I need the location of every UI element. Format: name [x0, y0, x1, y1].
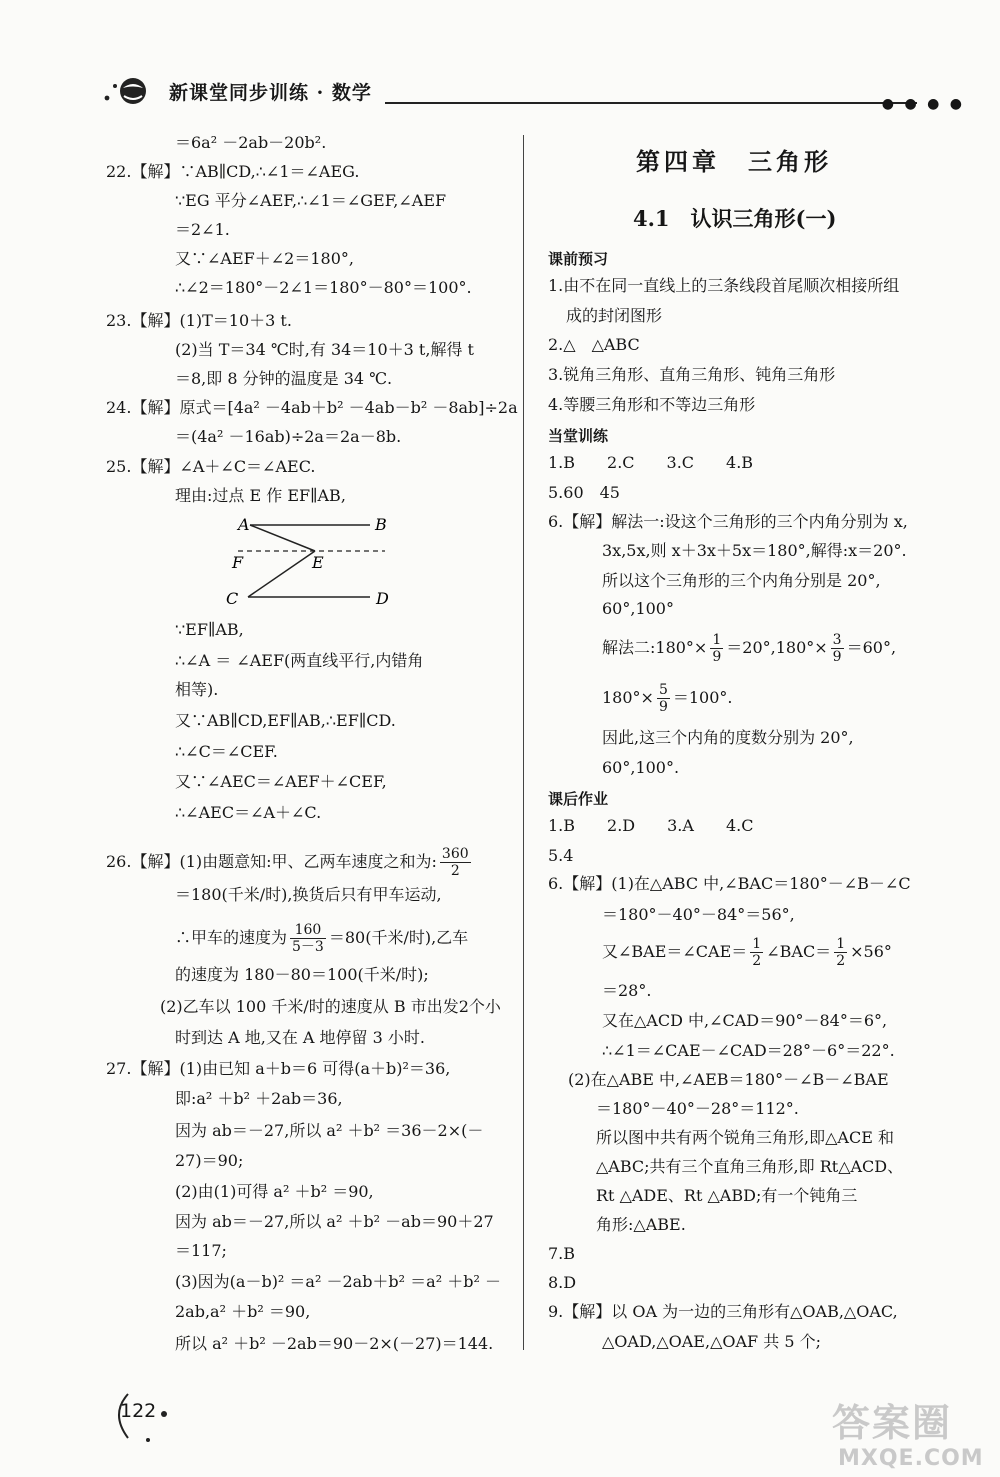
fraction-numerator: 1 — [752, 936, 762, 952]
answer-line: 8.D — [548, 1273, 577, 1292]
answer-line: ＝(4a² －16ab)÷2a＝2a－8b. — [175, 427, 402, 446]
watermark-url: MXQE.COM — [838, 1446, 984, 1471]
answer-line — [175, 918, 468, 958]
answer-text: ∠BAC＝ — [766, 942, 832, 961]
section-title: 4.1 认识三角形(一) — [633, 206, 837, 231]
fraction-denominator: 2 — [752, 953, 762, 969]
book-title: 新课堂同步训练 · 数学 — [169, 82, 372, 104]
answer-line: 6.【解】(1)在△ABC 中,∠BAC＝180°－∠B－∠C — [548, 874, 911, 893]
fraction — [831, 632, 844, 665]
answer-line: 7.B — [548, 1244, 576, 1263]
fraction-denominator: 9 — [658, 699, 668, 715]
answer-line: 因为 ab＝－27,所以 a² ＋b² －ab＝90＋27 — [175, 1212, 494, 1231]
page-header — [95, 70, 965, 110]
answer-line: 5.4 — [548, 846, 574, 865]
answer-text: ＝20°,180°× — [726, 638, 828, 657]
answer-line: 27)＝90; — [175, 1151, 244, 1170]
answer-line: 1.B 2.D 3.A 4.C — [548, 816, 754, 835]
fraction-numerator: 3 — [832, 632, 842, 648]
fraction — [710, 632, 723, 665]
figure-label: E — [312, 553, 324, 572]
section-label: 当堂训练 — [548, 427, 609, 445]
answer-text: ×56° — [850, 942, 892, 961]
answer-text: 又∠BAE＝∠CAE＝ — [602, 942, 748, 961]
answer-line — [602, 628, 896, 668]
figure-label: D — [376, 589, 389, 608]
answer-line: 所以 a² ＋b² －2ab＝90－2×(－27)＝144. — [175, 1334, 494, 1353]
answer-line: 因为 ab＝－27,所以 a² ＋b² ＝36－2×(－ — [175, 1121, 484, 1140]
answer-line: 24.【解】原式＝[4a² －4ab＋b² －4ab－b² －8ab]÷2a — [106, 398, 518, 417]
answer-text: ＝60°, — [846, 638, 897, 657]
chapter-title: 第四章 三角形 — [636, 147, 832, 176]
answer-line: ＝8,即 8 分钟的温度是 34 ℃. — [175, 369, 393, 388]
answer-line: ∵EF∥AB, — [175, 620, 244, 639]
book-logo-icon — [103, 76, 149, 106]
answer-line: Rt △ADE、Rt △ABD;有一个钝角三 — [596, 1186, 858, 1205]
answer-line: 2ab,a² ＋b² ＝90, — [175, 1302, 311, 1321]
fraction — [750, 936, 763, 969]
answer-line: 25.【解】∠A＋∠C＝∠AEC. — [106, 457, 316, 476]
answer-text: ＝80(千米/时),乙车 — [328, 928, 469, 947]
answer-line — [602, 932, 892, 972]
answer-line: 23.【解】(1)T＝10＋3 t. — [106, 311, 292, 330]
answer-line: (3)因为(a－b)² ＝a² －2ab＋b² ＝a² ＋b² － — [175, 1272, 501, 1291]
answer-line: △ABC;共有三个直角三角形,即 Rt△ACD、 — [596, 1157, 904, 1176]
answer-line: (2)由(1)可得 a² ＋b² ＝90, — [175, 1182, 374, 1201]
answer-line: ∴∠AEC＝∠A＋∠C. — [175, 803, 322, 822]
answer-line: 又∵∠AEF＋∠2＝180°, — [175, 249, 354, 268]
answer-line: 时到达 A 地,又在 A 地停留 3 小时. — [175, 1028, 425, 1047]
figure-label: F — [232, 553, 244, 572]
answer-line: 即:a² ＋b² ＋2ab＝36, — [175, 1089, 343, 1108]
answer-line: ∴∠2＝180°－2∠1＝180°－80°＝100°. — [175, 278, 472, 297]
answer-line: ＝6a² －2ab－20b². — [175, 133, 327, 152]
answer-line: 所以图中共有两个锐角三角形,即△ACE 和 — [596, 1128, 894, 1147]
fraction — [657, 682, 670, 715]
column-divider — [523, 135, 524, 1350]
answer-line: 60°,100°. — [602, 758, 680, 777]
fraction — [290, 922, 326, 955]
answer-line: ＝180°－40°－84°＝56°, — [602, 905, 795, 924]
figure-label: C — [226, 589, 239, 608]
answer-line: 9.【解】以 OA 为一边的三角形有△OAB,△OAC, — [548, 1302, 898, 1321]
answer-line: (2)当 T＝34 ℃时,有 34＝10＋3 t,解得 t — [175, 340, 474, 359]
answer-line: 又∵AB∥CD,EF∥AB,∴EF∥CD. — [175, 711, 396, 730]
fraction-denominator: 2 — [836, 953, 846, 969]
answer-line: 因此,这三个内角的度数分别为 20°, — [602, 728, 854, 747]
answer-line: 2.△ △ABC — [548, 335, 640, 354]
answer-line: ∵EG 平分∠AEF,∴∠1＝∠GEF,∠AEF — [175, 191, 447, 210]
answer-line: ＝180°－40°－28°＝112°. — [596, 1099, 799, 1118]
fraction — [834, 936, 847, 969]
fraction-numerator: 5 — [658, 682, 668, 698]
answer-line: ＝2∠1. — [175, 220, 230, 239]
answer-line: 理由:过点 E 作 EF∥AB, — [175, 486, 346, 505]
page-number: 122 — [120, 1400, 157, 1422]
section-label: 课前预习 — [548, 250, 609, 268]
answer-line: ＝180(千米/时),换货后只有甲车运动, — [175, 885, 442, 904]
answer-text: 26.【解】(1)由题意知:甲、乙两车速度之和为: — [106, 852, 437, 871]
answer-line: 相等). — [175, 680, 219, 699]
parallel-lines-figure — [220, 512, 400, 610]
fraction-numerator: 1 — [712, 632, 722, 648]
answer-line: 5.60 45 — [548, 483, 620, 502]
answer-line: 所以这个三角形的三个内角分别是 20°, — [602, 571, 881, 590]
fraction-denominator: 5－3 — [292, 939, 324, 955]
answer-line: 的速度为 180－80＝100(千米/时); — [175, 965, 429, 984]
header-rule — [385, 102, 917, 104]
answer-line — [106, 842, 474, 882]
fraction-numerator: 360 — [441, 846, 469, 862]
answer-line: 3.锐角三角形、直角三角形、钝角三角形 — [548, 365, 836, 384]
header-dots: ● ● ● ● — [881, 96, 965, 112]
answer-line: ∴∠1＝∠CAE－∠CAD＝28°－6°＝22°. — [602, 1041, 895, 1060]
answer-line: 1.B 2.C 3.C 4.B — [548, 453, 754, 472]
figure-label: B — [375, 515, 387, 534]
answer-text: 180°× — [602, 688, 654, 707]
watermark — [832, 1392, 984, 1472]
fraction-numerator: 1 — [836, 936, 846, 952]
answer-line — [602, 678, 733, 718]
page-number-ornament-icon — [108, 1388, 178, 1444]
fraction-denominator: 9 — [712, 649, 722, 665]
section-label: 课后作业 — [548, 790, 609, 808]
answer-text: 解法二:180°× — [602, 638, 708, 657]
answer-line: 27.【解】(1)由已知 a＋b＝6 可得(a＋b)²＝36, — [106, 1059, 451, 1078]
fraction-denominator: 2 — [450, 863, 460, 879]
watermark-logo: 答案圈 — [832, 1401, 953, 1445]
figure-label: A — [238, 515, 250, 534]
answer-line: △OAD,△OAE,△OAF 共 5 个; — [602, 1332, 821, 1351]
answer-line: 60°,100° — [602, 599, 674, 618]
answer-line: 22.【解】∵AB∥CD,∴∠1＝∠AEG. — [106, 162, 360, 181]
answer-text: ∴甲车的速度为 — [175, 928, 288, 947]
fraction-denominator: 9 — [832, 649, 842, 665]
answer-line: ＝28°. — [602, 981, 652, 1000]
answer-line: 又∵∠AEC＝∠AEF＋∠CEF, — [175, 772, 387, 791]
answer-line: 1.由不在同一直线上的三条线段首尾顺次相接所组 — [548, 276, 900, 295]
answer-line: 成的封闭图形 — [566, 306, 663, 325]
answer-line: 6.【解】解法一:设这个三角形的三个内角分别为 x, — [548, 512, 908, 531]
answer-line: ∴∠C＝∠CEF. — [175, 742, 278, 761]
answer-line: 又在△ACD 中,∠CAD＝90°－84°＝6°, — [602, 1011, 888, 1030]
answer-line: ＝117; — [175, 1241, 227, 1260]
answer-line: 4.等腰三角形和不等边三角形 — [548, 395, 756, 414]
answer-line: 角形:△ABE. — [596, 1215, 686, 1234]
answer-text: ＝100°. — [672, 688, 733, 707]
fraction — [440, 846, 471, 879]
answer-line: (2)在△ABE 中,∠AEB＝180°－∠B－∠BAE — [568, 1070, 889, 1089]
fraction-numerator: 160 — [290, 922, 326, 939]
answer-line: ∴∠A ＝ ∠AEF(两直线平行,内错角 — [175, 651, 424, 670]
answer-line: 3x,5x,则 x＋3x＋5x＝180°,解得:x＝20°. — [602, 541, 907, 560]
answer-line: (2)乙车以 100 千米/时的速度从 B 市出发2个小 — [160, 997, 501, 1016]
